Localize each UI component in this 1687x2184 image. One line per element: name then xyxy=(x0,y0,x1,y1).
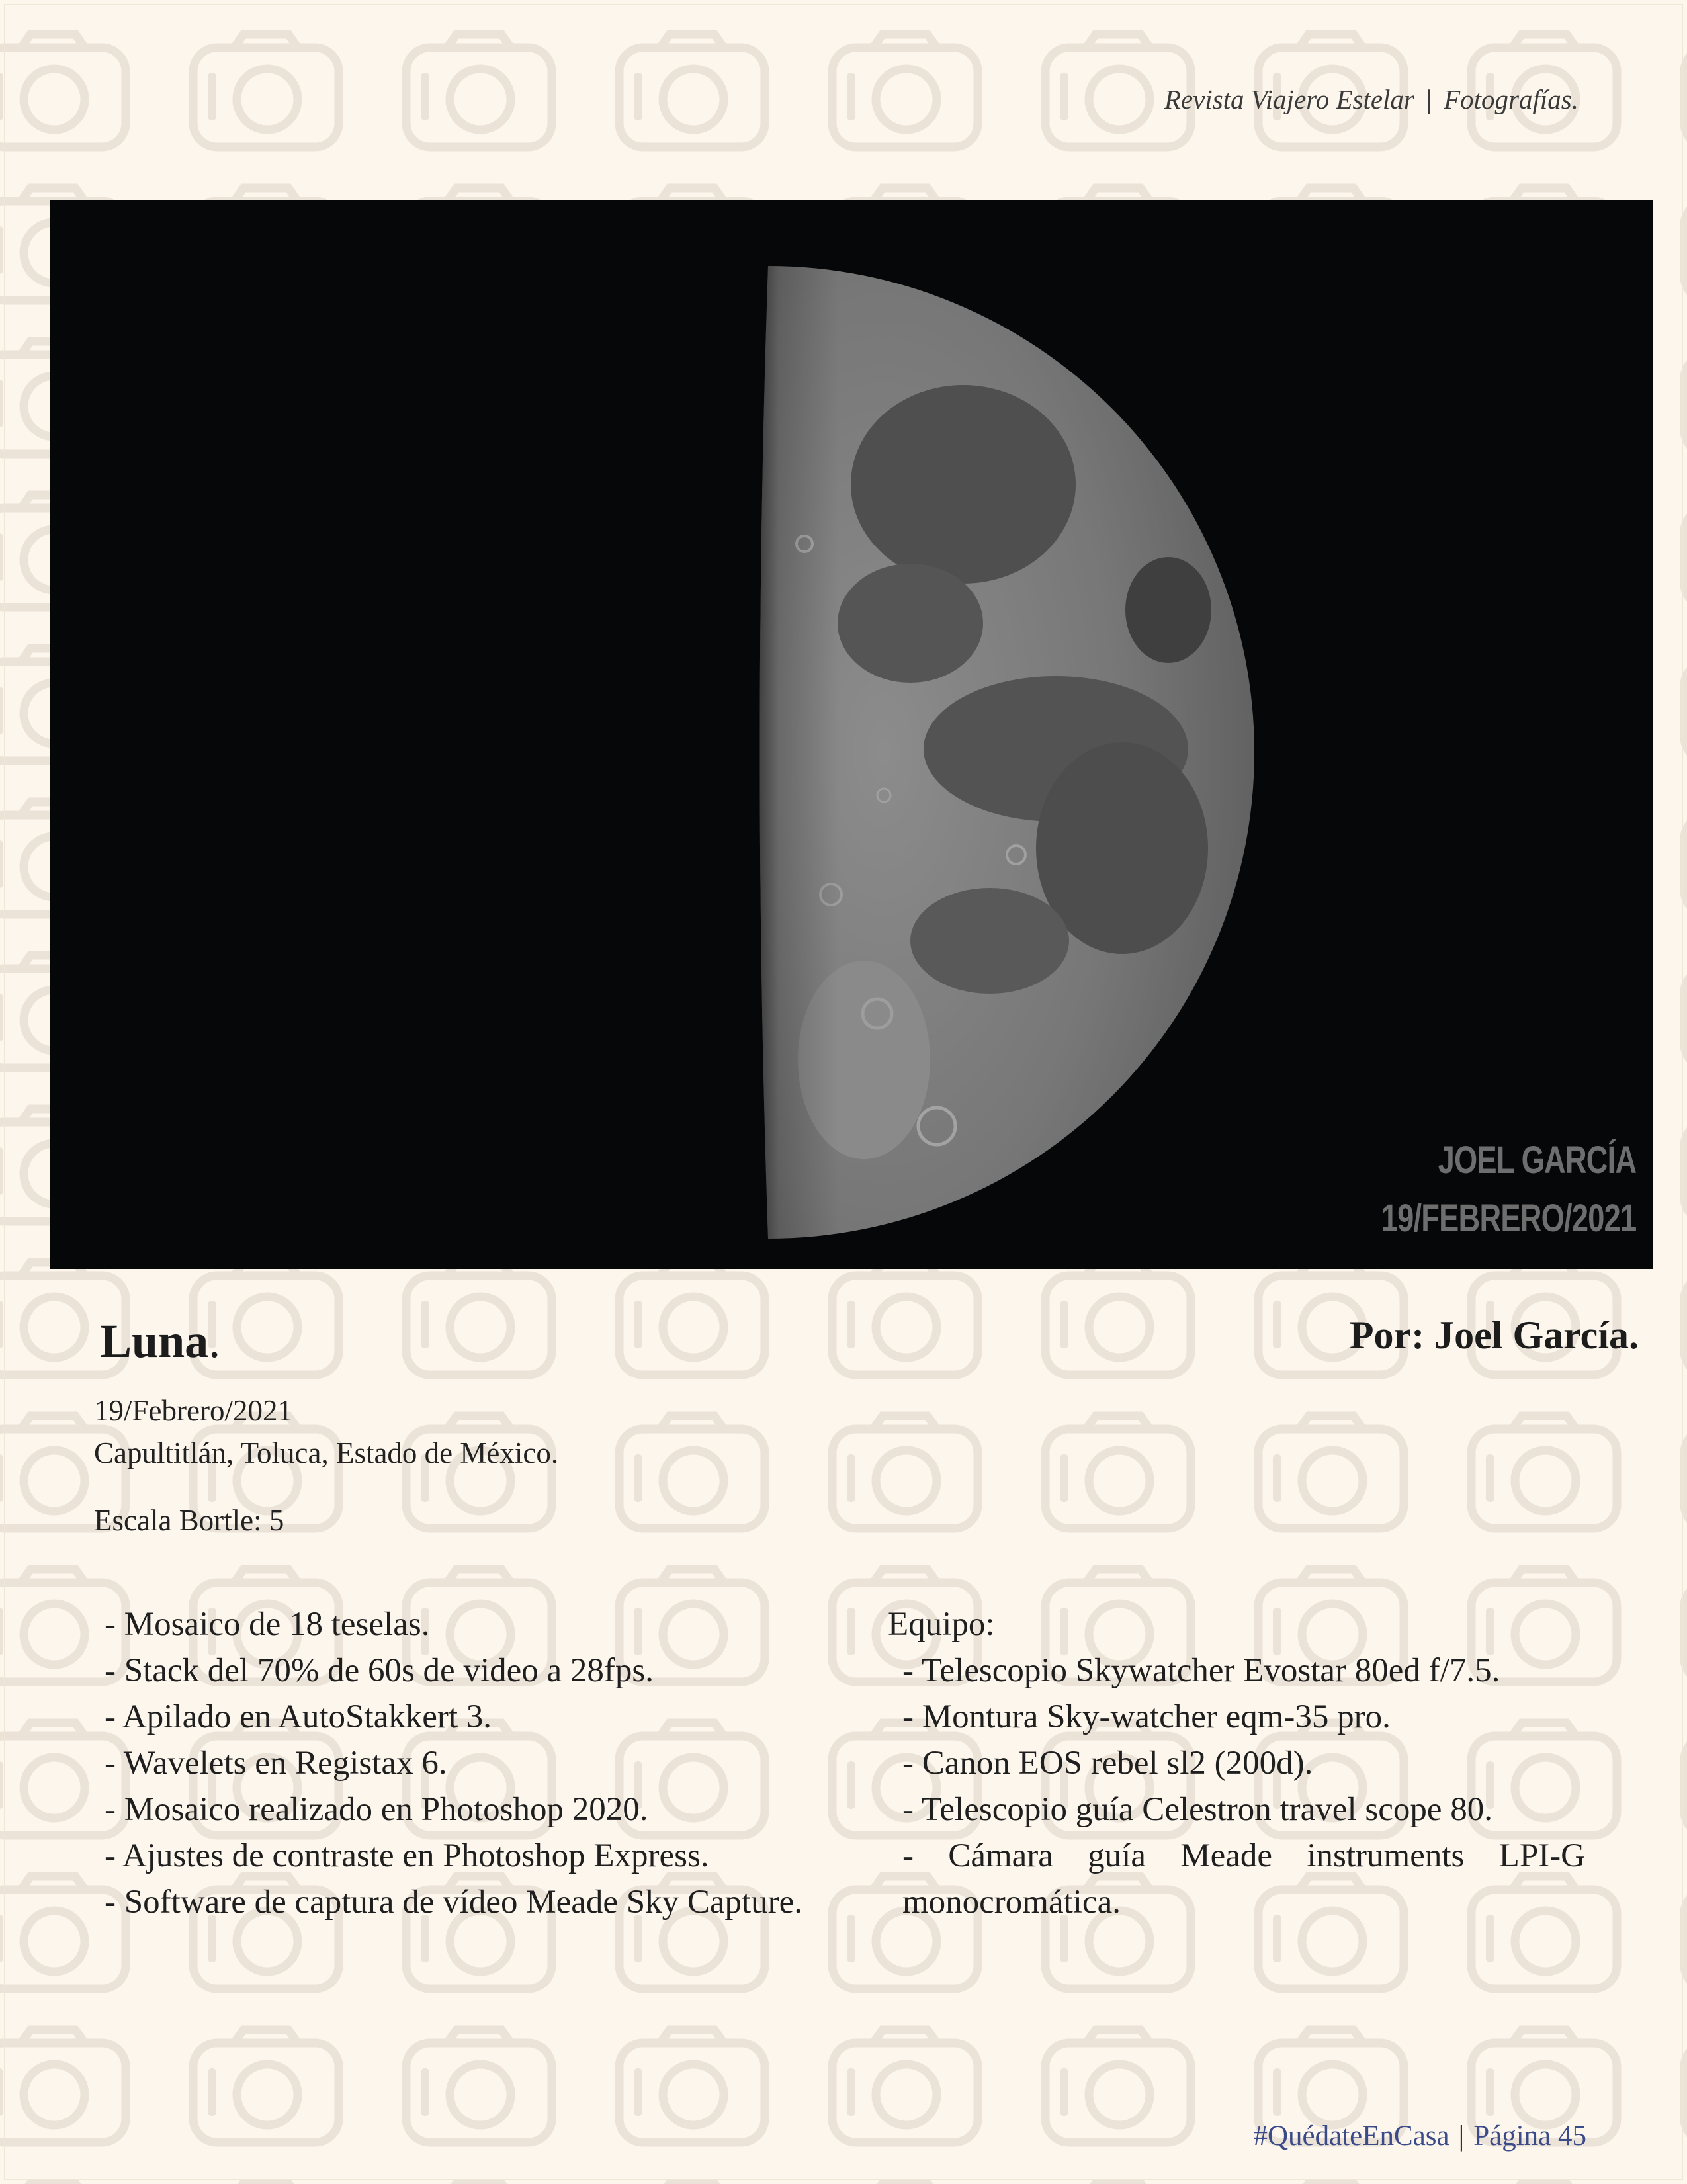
magazine-name: Revista Viajero Estelar xyxy=(1164,84,1414,114)
section-name: Fotografías. xyxy=(1444,84,1579,114)
list-item: - Ajustes de contraste en Photoshop Express. xyxy=(105,1837,709,1874)
processing-list xyxy=(105,1601,808,1925)
hashtag: #QuédateEnCasa xyxy=(1253,2120,1449,2152)
moon-image xyxy=(50,200,1653,1269)
watermark-name: JOEL GARCÍA xyxy=(1438,1139,1636,1182)
list-item: - Mosaico de 18 teselas. xyxy=(105,1606,430,1643)
header-separator: | xyxy=(1426,84,1432,114)
footer-separator: | xyxy=(1458,2120,1465,2152)
title-text: Luna xyxy=(100,1315,209,1368)
list-item: - Telescopio Skywatcher Evostar 80ed f/7.5. xyxy=(902,1652,1500,1689)
moon-surface xyxy=(738,259,1241,1252)
page-footer xyxy=(1253,2120,1586,2152)
moon-photo xyxy=(50,200,1653,1269)
list-item: - Wavelets en Registax 6. xyxy=(105,1745,447,1782)
list-item: - Canon EOS rebel sl2 (200d). xyxy=(902,1745,1313,1782)
article-title xyxy=(100,1314,220,1369)
bortle-scale: Escala Bortle: 5 xyxy=(94,1504,284,1537)
list-item: - Mosaico realizado en Photoshop 2020. xyxy=(105,1791,648,1828)
magazine-header xyxy=(1164,83,1579,115)
list-item: - Montura Sky-watcher eqm-35 pro. xyxy=(902,1698,1391,1735)
article-author: Por: Joel García. xyxy=(1349,1313,1639,1357)
list-item: - Cámara guía Meade instruments LPI-G monocromática. xyxy=(902,1837,1585,1921)
equipment-heading: Equipo: xyxy=(888,1606,995,1643)
watermark-date: 19/FEBRERO/2021 xyxy=(1381,1197,1636,1240)
title-dot: . xyxy=(208,1315,221,1368)
list-item: - Apilado en AutoStakkert 3. xyxy=(105,1698,492,1735)
photo-watermark xyxy=(1381,1131,1636,1248)
equipment-list xyxy=(888,1601,1585,1925)
list-item: - Software de captura de vídeo Meade Sky Capture. xyxy=(105,1884,803,1921)
photo-date: 19/Febrero/2021 xyxy=(94,1394,292,1427)
list-item: - Stack del 70% de 60s de video a 28fps. xyxy=(105,1652,654,1689)
list-item: - Telescopio guía Celestron travel scope 80. xyxy=(902,1791,1492,1828)
page-number: Página 45 xyxy=(1473,2120,1586,2152)
photo-location: Capultitlán, Toluca, Estado de México. xyxy=(94,1436,559,1469)
